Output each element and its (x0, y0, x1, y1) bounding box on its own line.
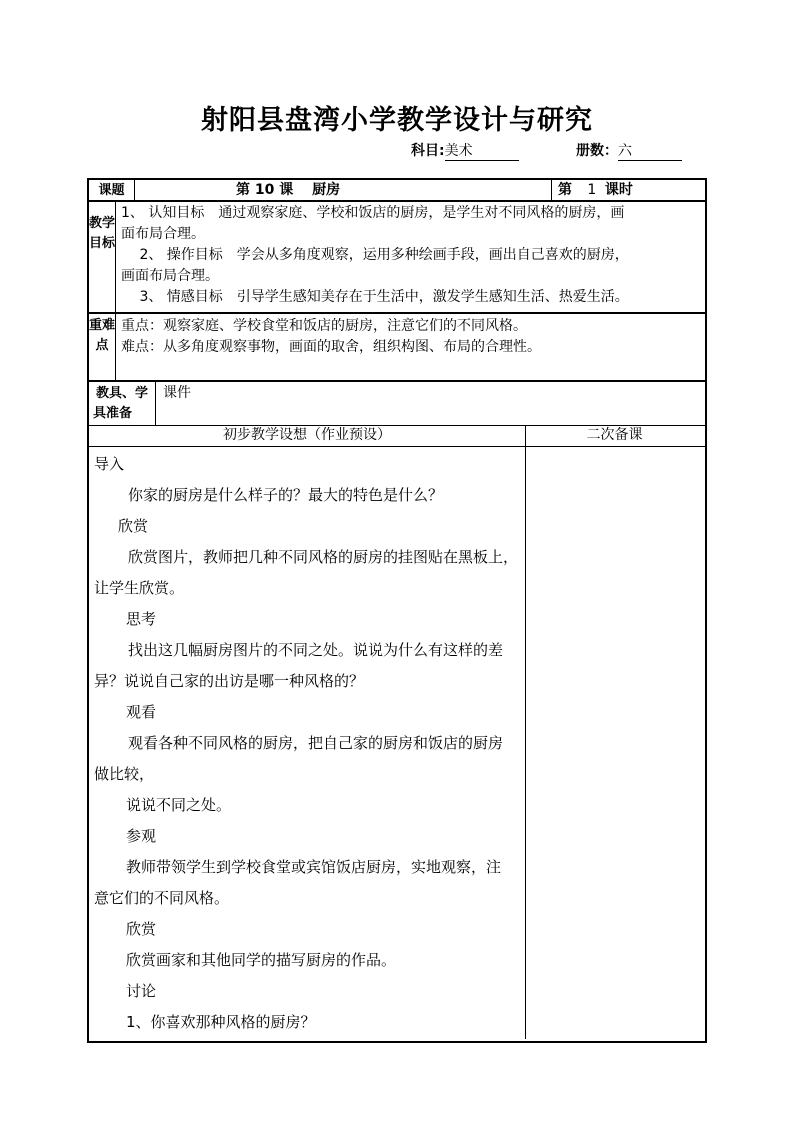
body-line: 观看 (126, 703, 157, 721)
revision-column-header: 二次备课 (586, 427, 643, 443)
difficult-point-text: 难点：从多角度观察事物，画面的取舍，组织构图、布局的合理性。 (121, 339, 541, 355)
materials-label-line-2: 具准备 (93, 406, 133, 421)
body-line: 欣赏画家和其他同学的描写厨房的作品。 (126, 951, 397, 969)
body-line: 欣赏图片，教师把几种不同风格的厨房的挂图贴在黑板上， (128, 548, 519, 566)
topic-label: 课题 (98, 183, 125, 198)
col-divider (551, 180, 552, 200)
materials-value: 课件 (163, 385, 191, 401)
body-line: 欣赏 (126, 920, 157, 938)
body-line: 讨论 (126, 982, 157, 1000)
volume-field (576, 140, 682, 161)
body-line: 思考 (126, 610, 157, 628)
body-line: 意它们的不同风格。 (94, 889, 230, 907)
materials-label-line-1: 教具、学 (95, 386, 148, 401)
row-divider (87, 446, 707, 447)
volume-value: 六 (618, 140, 682, 161)
row-divider (87, 312, 707, 314)
objective-line-4: 画面布局合理。 (121, 268, 219, 284)
body-line: 异？说说自己家的出访是哪一种风格的？ (94, 672, 365, 690)
body-line: 1、你喜欢那种风格的厨房？ (126, 1013, 316, 1031)
topic-value: 第 10 课 厨房 (236, 182, 341, 198)
body-line: 让学生欣赏。 (94, 579, 185, 597)
objectives-label: 教学目标 (89, 216, 116, 251)
body-line: 参观 (126, 827, 157, 845)
volume-label: 册数： (576, 143, 618, 159)
subject-label: 科目: (411, 143, 445, 159)
body-line: 欣赏 (118, 517, 149, 535)
col-divider (115, 200, 116, 380)
period-prefix: 第 (558, 182, 572, 198)
body-line: 做比较， (94, 765, 155, 783)
key-point-text: 重点：观察家庭、学校食堂和饭店的厨房，注意它们的不同风格。 (121, 318, 527, 334)
col-divider (525, 425, 526, 1039)
body-line: 教师带领学生到学校食堂或宾馆饭店厨房，实地观察，注 (126, 858, 502, 876)
period-number: 1 (583, 180, 601, 202)
subject-field (411, 140, 519, 161)
period-field (558, 180, 633, 202)
row-divider (87, 380, 707, 382)
objective-line-3: 2、 操作目标 学会从多角度观察，运用多种绘画手段，画出自己喜欢的厨房， (121, 247, 629, 263)
objective-line-5: 3、 情感目标 引导学生感知美存在于生活中，激发学生感知生活、热爱生活。 (121, 289, 629, 305)
page-title: 射阳县盘湾小学教学设计与研究 (201, 105, 593, 136)
body-line: 你家的厨房是什么样子的？最大的特色是什么？ (128, 486, 444, 504)
plan-column-header: 初步教学设想（作业预设） (223, 427, 391, 443)
objective-line-1: 1、 认知目标 通过观察家庭、学校和饭店的厨房，是学生对不同风格的厨房，画 (121, 205, 625, 221)
body-line: 说说不同之处。 (126, 796, 232, 814)
key-points-label: 重难点 (89, 318, 116, 353)
period-suffix: 课时 (605, 180, 633, 202)
col-divider (134, 180, 135, 200)
body-line: 找出这几幅厨房图片的不同之处。说说为什么有这样的差 (128, 641, 504, 659)
body-line: 导入 (94, 455, 125, 473)
body-line: 观看各种不同风格的厨房，把自己家的厨房和饭店的厨房 (128, 734, 504, 752)
objective-line-2: 面布局合理。 (121, 226, 205, 242)
subject-value: 美术 (445, 140, 519, 161)
